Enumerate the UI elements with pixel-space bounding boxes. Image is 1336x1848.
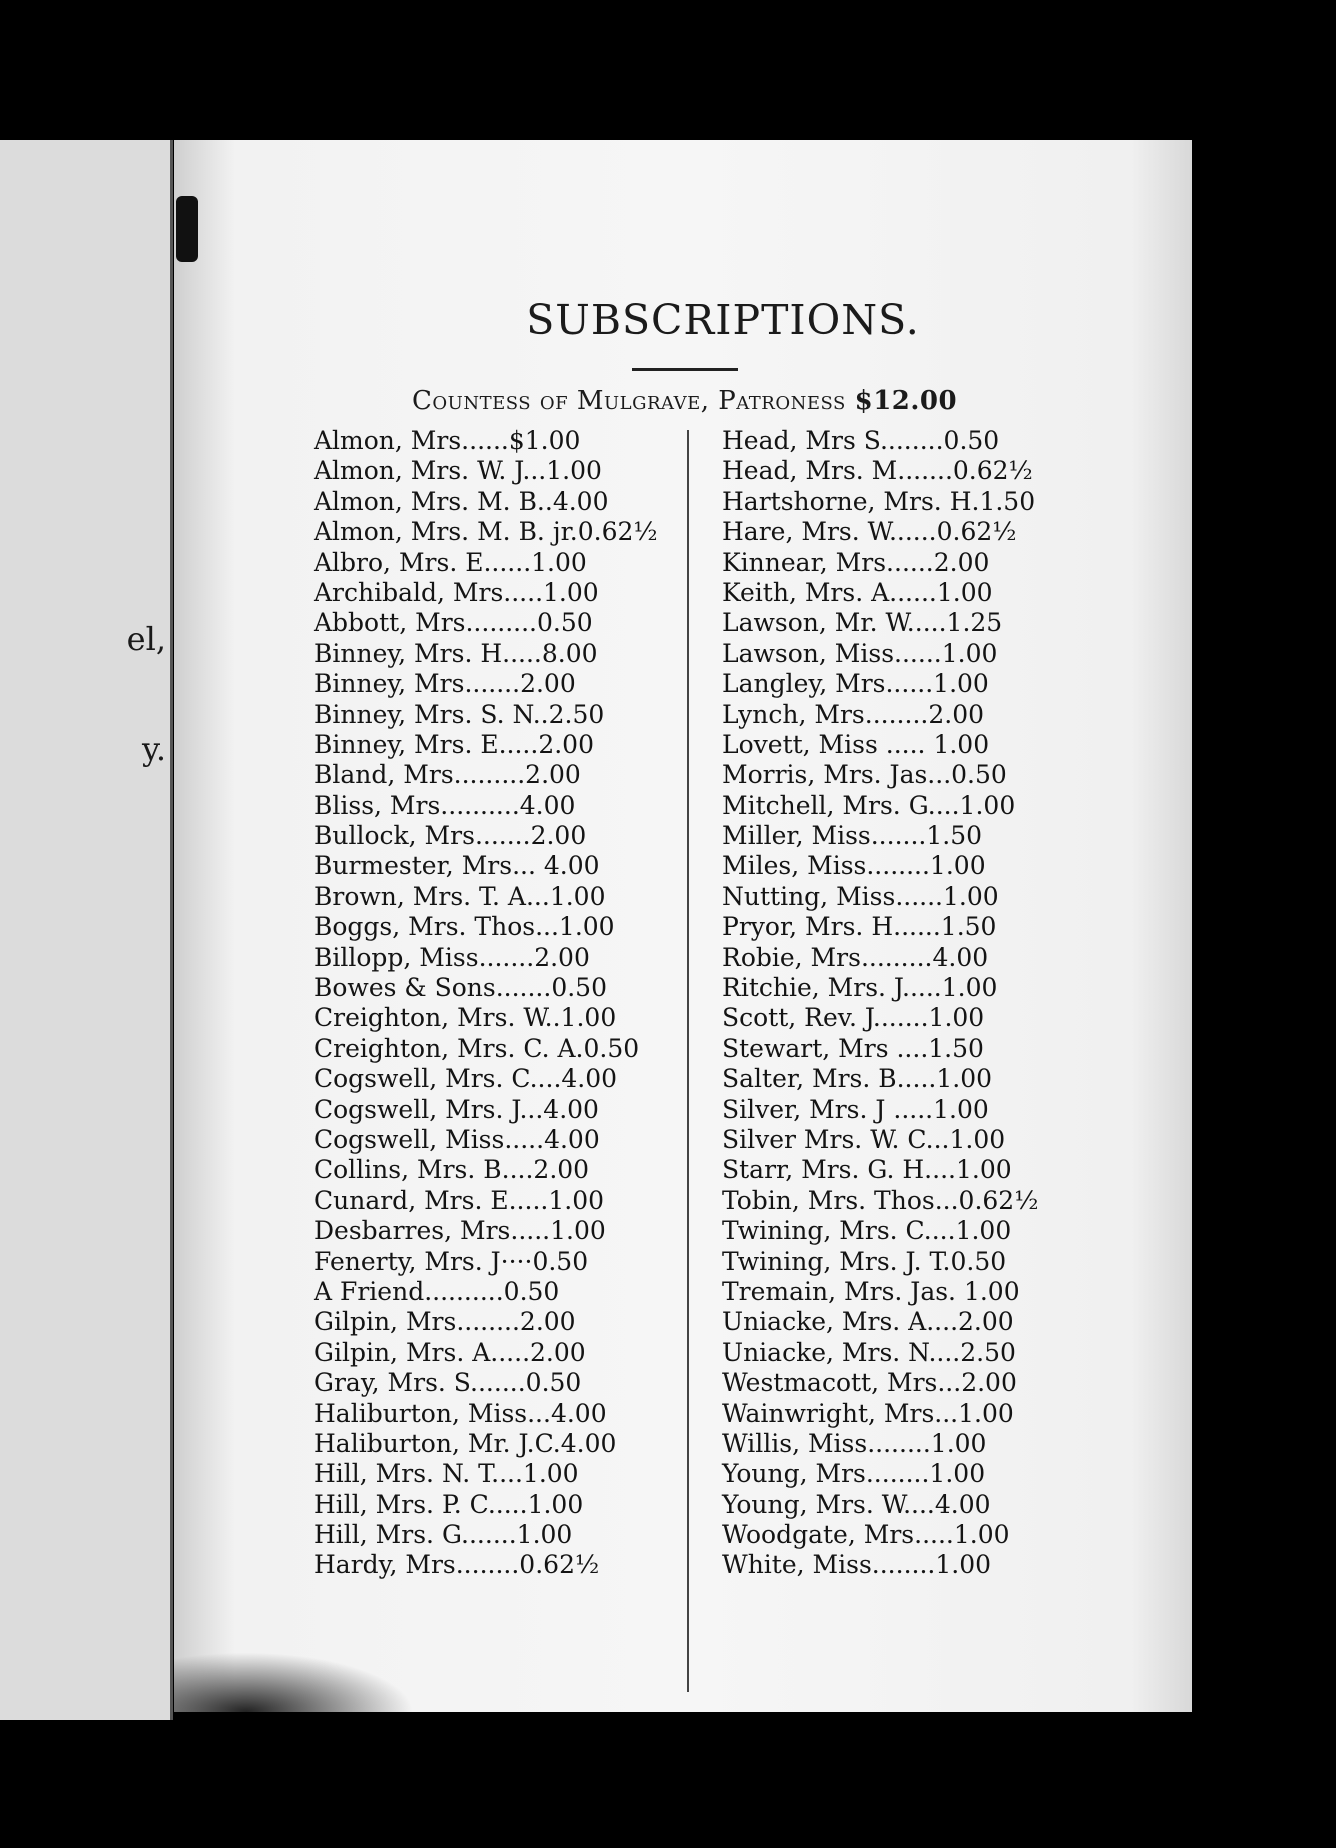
subscriptions-left-column: [314, 426, 658, 1581]
subscription-entry: Hill, Mrs. P. C.....1.00: [314, 1489, 584, 1519]
subscription-entry: Wainwright, Mrs...1.00: [722, 1398, 1014, 1428]
subscription-entry: Hartshorne, Mrs. H.1.50: [722, 486, 1036, 516]
subscription-entry: Binney, Mrs. S. N..2.50: [314, 699, 605, 729]
subscription-entry: Kinnear, Mrs......2.00: [722, 547, 990, 577]
subscription-entry: Burmester, Mrs... 4.00: [314, 851, 600, 881]
subscription-entry: Uniacke, Mrs. A....2.00: [722, 1307, 1014, 1337]
subscription-entry: Almon, Mrs......$1.00: [314, 426, 581, 455]
subscription-entry: Miller, Miss.......1.50: [722, 821, 983, 851]
subscription-entry: White, Miss........1.00: [722, 1550, 992, 1580]
subscription-entry: Archibald, Mrs.....1.00: [314, 577, 599, 607]
subscription-entry: Stewart, Mrs ....1.50: [722, 1033, 984, 1063]
subscription-entry: Boggs, Mrs. Thos...1.00: [314, 912, 615, 942]
subscription-entry: Cogswell, Mrs. C....4.00: [314, 1064, 618, 1094]
subscription-entry: Billopp, Miss.......2.00: [314, 942, 590, 972]
subscription-entry: Hardy, Mrs........0.62½: [314, 1550, 600, 1580]
subscription-entry: A Friend..........0.50: [314, 1276, 560, 1306]
subscription-entry: Cogswell, Miss.....4.00: [314, 1124, 600, 1154]
subscription-entry: Lynch, Mrs........2.00: [722, 699, 984, 729]
subscription-entry: Desbarres, Mrs.....1.00: [314, 1216, 606, 1246]
subscription-entry: Almon, Mrs. M. B. jr.0.62½: [314, 517, 658, 547]
subscription-entry: Almon, Mrs. W. J...1.00: [314, 456, 602, 486]
subscription-entry: Brown, Mrs. T. A...1.00: [314, 881, 606, 911]
subscription-entry: Westmacott, Mrs...2.00: [722, 1368, 1017, 1398]
subscription-entry: Gray, Mrs. S.......0.50: [314, 1368, 582, 1398]
subscriptions-right-column: [722, 426, 1077, 1581]
subscription-entry: Fenerty, Mrs. J····0.50: [314, 1246, 589, 1276]
subscription-entry: Willis, Miss........1.00: [722, 1428, 987, 1458]
subscription-entry: Lovett, Miss ..... 1.00: [722, 729, 990, 759]
subscription-entry: Bliss, Mrs..........4.00: [314, 790, 576, 820]
column-divider: [687, 430, 689, 1692]
subscription-entry: Uniacke, Mrs. N....2.50: [722, 1337, 1016, 1367]
subscription-entry: Ritchie, Mrs. J.....1.00: [722, 973, 998, 1003]
subscription-entry: Head, Mrs S........0.50: [722, 426, 1000, 455]
subscription-entry: Salter, Mrs. B.....1.00: [722, 1064, 993, 1094]
subscription-entry: Lawson, Miss......1.00: [722, 638, 998, 668]
subscription-entry: Hare, Mrs. W......0.62½: [722, 517, 1017, 547]
subscription-entry: Bowes & Sons.......0.50: [314, 973, 607, 1003]
subscription-entry: Keith, Mrs. A......1.00: [722, 577, 993, 607]
subscription-entry: Langley, Mrs......1.00: [722, 669, 989, 699]
subscription-entry: Creighton, Mrs. C. A.0.50: [314, 1033, 640, 1063]
facing-page-text-fragment: y.: [142, 730, 166, 768]
subscription-entry: Gilpin, Mrs........2.00: [314, 1307, 576, 1337]
subscription-entry: Starr, Mrs. G. H....1.00: [722, 1155, 1012, 1185]
subscription-entry: Scott, Rev. J.......1.00: [722, 1003, 985, 1033]
facing-page-text-fragment: el,: [126, 620, 166, 658]
document-page: [174, 140, 1192, 1712]
subscription-entry: Nutting, Miss......1.00: [722, 881, 999, 911]
subscription-entry: Creighton, Mrs. W..1.00: [314, 1003, 617, 1033]
subscription-entry: Morris, Mrs. Jas...0.50: [722, 760, 1007, 790]
patroness-label: Countess of Mulgrave, Patroness: [412, 386, 846, 416]
subscription-entry: Tobin, Mrs. Thos...0.62½: [722, 1185, 1039, 1215]
subscription-entry: Silver Mrs. W. C...1.00: [722, 1124, 1006, 1154]
subscription-entry: Hill, Mrs. G.......1.00: [314, 1520, 573, 1550]
subscription-entry: Lawson, Mr. W.....1.25: [722, 608, 1003, 638]
subscription-entry: Gilpin, Mrs. A.....2.00: [314, 1337, 586, 1367]
subscription-entry: Bullock, Mrs.......2.00: [314, 821, 587, 851]
subscription-entry: Haliburton, Mr. J.C.4.00: [314, 1428, 617, 1458]
subscription-entry: Tremain, Mrs. Jas. 1.00: [722, 1276, 1020, 1306]
subscription-entry: Binney, Mrs. E.....2.00: [314, 729, 594, 759]
subscription-entry: Robie, Mrs.........4.00: [722, 942, 989, 972]
subscription-entry: Binney, Mrs. H.....8.00: [314, 638, 598, 668]
subscription-entry: Head, Mrs. M.......0.62½: [722, 456, 1033, 486]
subscription-entry: Haliburton, Miss...4.00: [314, 1398, 607, 1428]
page-title: SUBSCRIPTIONS.: [526, 296, 920, 344]
subscription-entry: Almon, Mrs. M. B..4.00: [314, 486, 609, 516]
subscription-entry: Cogswell, Mrs. J...4.00: [314, 1094, 599, 1124]
title-rule: [632, 368, 738, 371]
subscription-entry: Collins, Mrs. B....2.00: [314, 1155, 590, 1185]
subscription-entry: Twining, Mrs. J. T.0.50: [722, 1246, 1007, 1276]
subscription-entry: Young, Mrs........1.00: [722, 1459, 986, 1489]
subscription-entry: Albro, Mrs. E......1.00: [314, 547, 587, 577]
subscription-entry: Mitchell, Mrs. G....1.00: [722, 790, 1016, 820]
subscription-entry: Twining, Mrs. C....1.00: [722, 1216, 1012, 1246]
subscription-entry: Woodgate, Mrs.....1.00: [722, 1520, 1010, 1550]
subscription-entry: Abbott, Mrs.........0.50: [314, 608, 593, 638]
patroness-amount: $12.00: [854, 386, 958, 416]
subscription-entry: Pryor, Mrs. H......1.50: [722, 912, 997, 942]
binding-mark: [176, 196, 198, 262]
subscription-entry: Binney, Mrs.......2.00: [314, 669, 576, 699]
facing-page-edge: [0, 140, 173, 1720]
subscription-entry: Cunard, Mrs. E.....1.00: [314, 1185, 605, 1215]
subscription-entry: Silver, Mrs. J .....1.00: [722, 1094, 989, 1124]
page-shadow: [174, 1652, 414, 1712]
subscription-entry: Bland, Mrs.........2.00: [314, 760, 581, 790]
subscription-entry: Young, Mrs. W....4.00: [722, 1489, 991, 1519]
subscription-entry: Hill, Mrs. N. T....1.00: [314, 1459, 579, 1489]
subscription-entry: Miles, Miss........1.00: [722, 851, 986, 881]
patroness-line: [412, 386, 957, 416]
